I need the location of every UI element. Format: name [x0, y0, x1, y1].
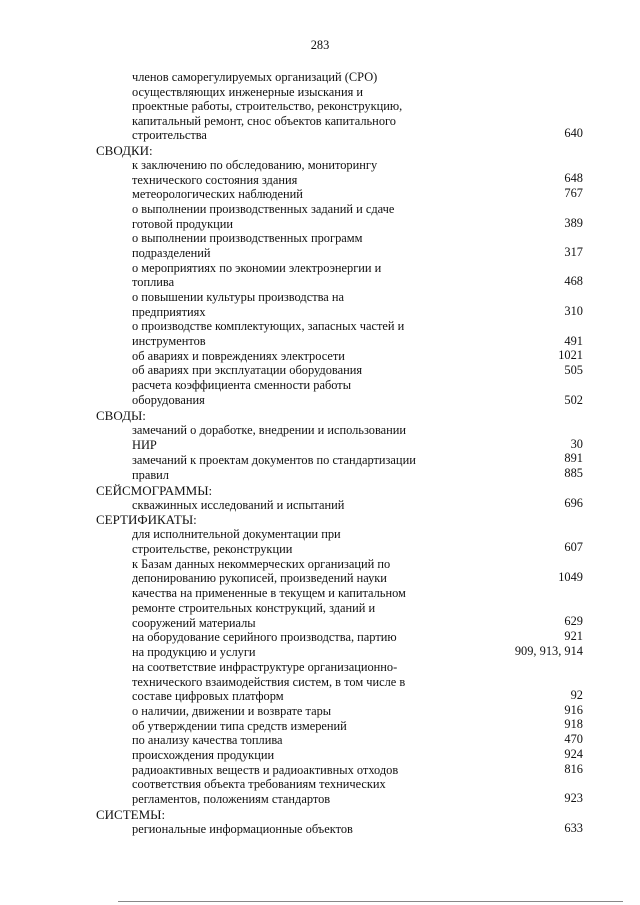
page-reference: 317 — [564, 245, 583, 259]
entry-line: качества на примененные в текущем и капитальном — [132, 586, 406, 600]
section-heading: СИСТЕМЫ: — [96, 807, 166, 822]
entry-line: технического взаимодействия систем, в том числе в — [132, 675, 406, 689]
entry-line: ремонте строительных конструкций, зданий и — [132, 601, 376, 615]
page-reference: 629 — [564, 614, 583, 628]
page-reference: 607 — [564, 540, 583, 554]
entry-line: об авариях и повреждениях электросети — [132, 349, 345, 363]
entry-line: соответствия объекта требованиям технических — [132, 777, 386, 791]
page-bottom-edge — [118, 901, 623, 902]
page-reference: 30 — [570, 437, 583, 451]
entry-line: об утверждении типа средств измерений — [132, 719, 347, 733]
entry-line: технического состояния здания — [132, 173, 298, 187]
entry-line: проектные работы, строительство, реконструкцию, — [132, 99, 403, 113]
entry-line: метеорологических наблюдений — [132, 187, 303, 201]
page-reference: 470 — [564, 732, 583, 746]
entry-line: скважинных исследований и испытаний — [132, 498, 345, 512]
entry-line: региональные информационные объектов — [132, 822, 353, 836]
entry-line: о повышении культуры производства на — [132, 290, 345, 304]
entry-line: замечаний о доработке, внедрении и использовании — [132, 423, 407, 437]
entry-line: замечаний к проектам документов по стандартизации — [132, 453, 416, 467]
entry-line: строительства — [132, 128, 207, 142]
page-reference: 648 — [564, 171, 583, 185]
page-reference: 909, 913, 914 — [514, 644, 583, 658]
entry-line: правил — [132, 468, 169, 482]
entry-line: о наличии, движении и возврате тары — [132, 704, 332, 718]
page-reference: 885 — [564, 466, 583, 480]
entry-line: на оборудование серийного производства, партию — [132, 630, 397, 644]
page-reference: 767 — [564, 186, 583, 200]
page-reference: 924 — [564, 747, 583, 761]
page-reference: 468 — [564, 274, 583, 288]
page-reference: 505 — [564, 363, 583, 377]
page-reference: 502 — [564, 393, 583, 407]
entry-line: о производстве комплектующих, запасных частей и — [132, 319, 405, 333]
entry-line: готовой продукции — [132, 217, 234, 231]
entry-line: строительстве, реконструкции — [132, 542, 293, 556]
entry-line: происхождения продукции — [132, 748, 275, 762]
entry-line: НИР — [132, 438, 157, 452]
entry-line: расчета коэффициента сменности работы — [132, 378, 352, 392]
entry-line: к Базам данных некоммерческих организаций по — [132, 557, 391, 571]
entry-line: членов саморегулируемых организаций (СРО) — [132, 70, 378, 84]
entry-line: регламентов, положениям стандартов — [132, 792, 331, 806]
entry-line: составе цифровых платформ — [132, 689, 284, 703]
page-reference: 891 — [564, 451, 583, 465]
entry-line: осуществляющих инженерные изыскания и — [132, 85, 363, 99]
entry-line: на продукцию и услуги — [132, 645, 256, 659]
entry-line: предприятиях — [132, 305, 206, 319]
entry-line: о выполнении производственных программ — [132, 231, 363, 245]
section-heading: СЕЙСМОГРАММЫ: — [96, 483, 213, 498]
page-reference: 92 — [570, 688, 583, 702]
entry-line: на соответствие инфраструктуре организационно- — [132, 660, 398, 674]
entry-line: о мероприятиях по экономии электроэнергии и — [132, 261, 382, 275]
entry-line: о выполнении производственных заданий и сдаче — [132, 202, 395, 216]
entry-line: к заключению по обследованию, мониторингу — [132, 158, 378, 172]
page-reference: 918 — [564, 717, 583, 731]
page-number: 283 — [310, 38, 330, 52]
entry-line: инструментов — [132, 334, 206, 348]
entry-line: депонированию рукописей, произведений науки — [132, 571, 387, 585]
entry-line: капитальный ремонт, снос объектов капитального — [132, 114, 396, 128]
page-reference: 696 — [564, 496, 583, 510]
page-reference: 640 — [564, 126, 583, 140]
section-heading: СЕРТИФИКАТЫ: — [96, 512, 197, 527]
section-heading: СВОДЫ: — [96, 408, 146, 423]
entry-line: для исполнительной документации при — [132, 527, 341, 541]
page-reference: 389 — [564, 216, 583, 230]
page-reference: 633 — [564, 821, 583, 835]
entry-line: подразделений — [132, 246, 211, 260]
entry-line: радиоактивных веществ и радиоактивных отходов — [132, 763, 399, 777]
entry-line: сооружений материалы — [132, 616, 256, 630]
page-reference: 816 — [564, 762, 583, 776]
entry-line: топлива — [132, 275, 175, 289]
entry-line: оборудования — [132, 393, 205, 407]
page-reference: 491 — [564, 334, 583, 348]
page-reference: 916 — [564, 703, 583, 717]
section-heading: СВОДКИ: — [96, 143, 153, 158]
entry-line: об авариях при эксплуатации оборудования — [132, 363, 363, 377]
page-reference: 310 — [564, 304, 583, 318]
page-reference: 1021 — [558, 348, 583, 362]
page-reference: 923 — [564, 791, 583, 805]
entry-line: по анализу качества топлива — [132, 733, 283, 747]
page-reference: 921 — [564, 629, 583, 643]
page-reference: 1049 — [558, 570, 583, 584]
